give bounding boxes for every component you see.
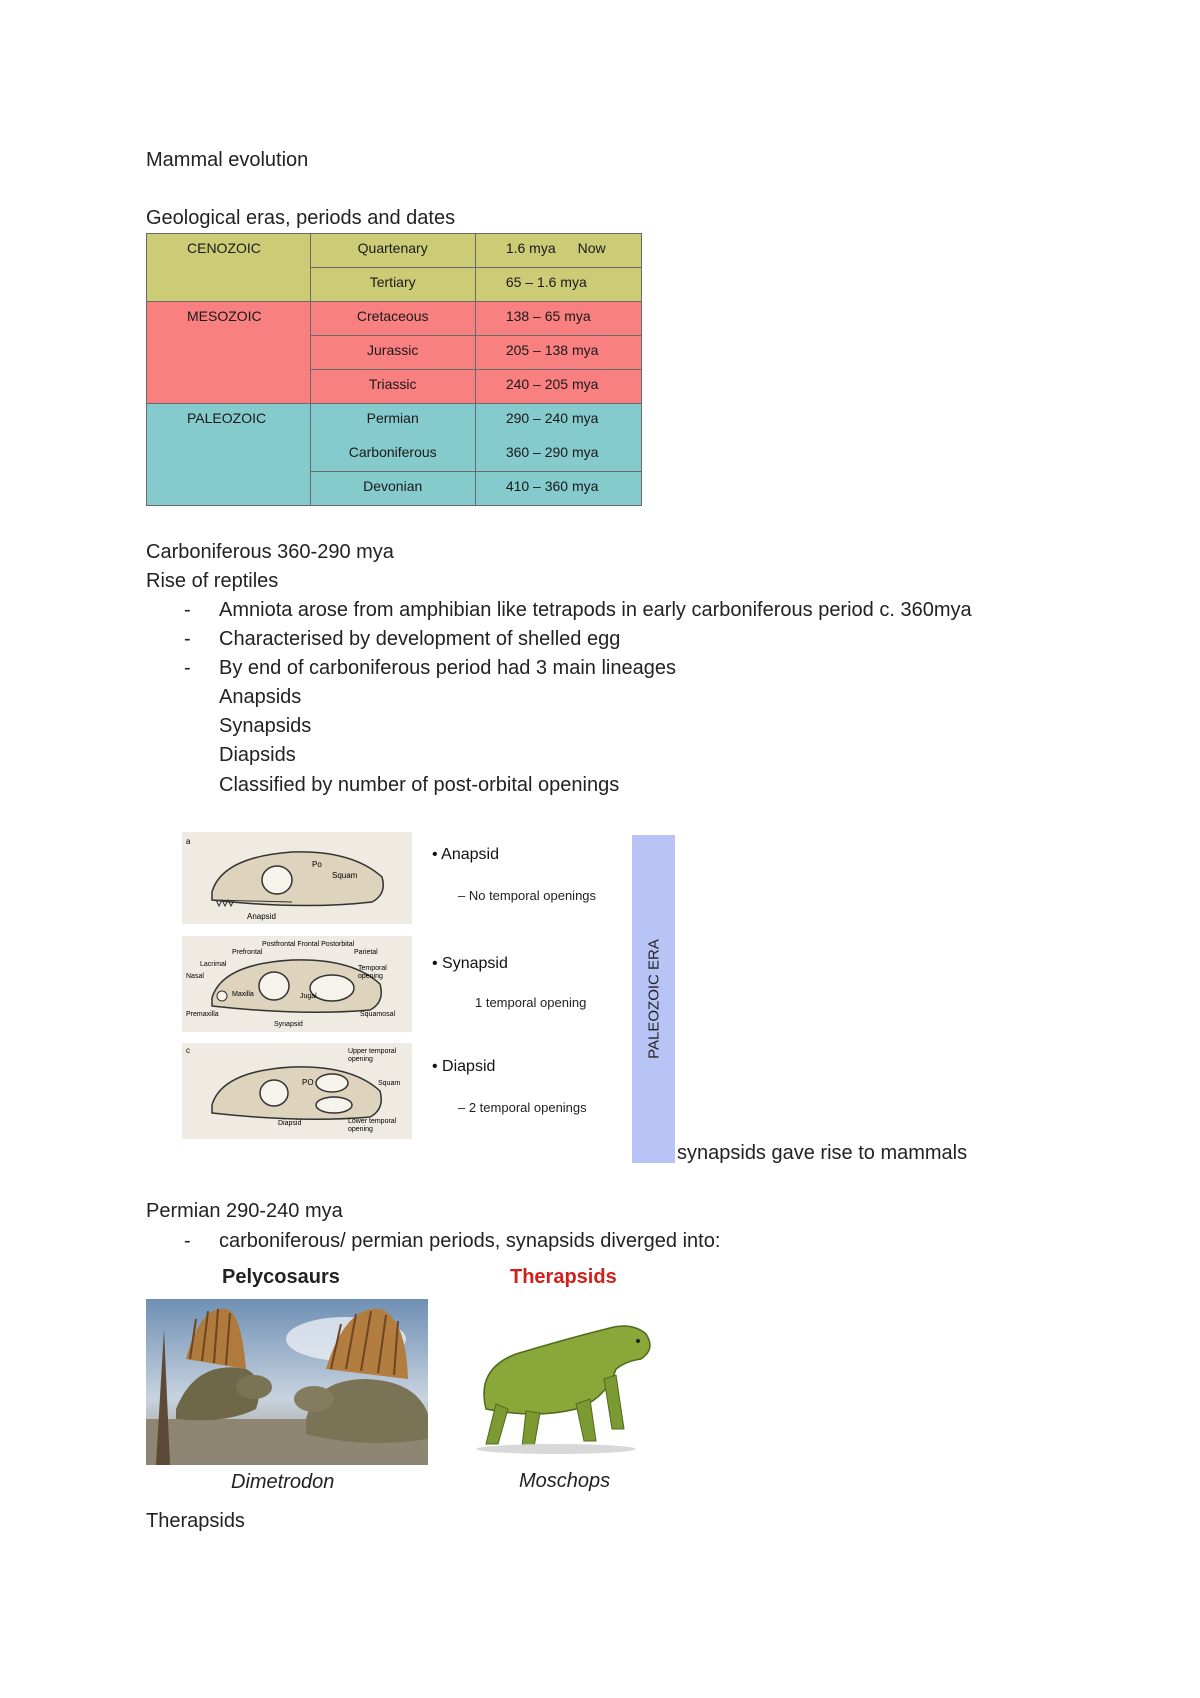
dates-cell: 65 – 1.6 mya: [475, 268, 641, 302]
period-cell: Cretaceous: [310, 302, 475, 336]
dates-cell: 360 – 290 mya: [475, 438, 641, 472]
svg-text:Diapsid: Diapsid: [278, 1120, 302, 1127]
period-cell: Devonian: [310, 472, 475, 506]
dates-value: 1.6 mya: [505, 240, 556, 256]
svg-text:Synapsid: Synapsid: [274, 1021, 303, 1028]
anapsid-skull-image: [182, 832, 412, 924]
bullet-item: Amniota arose from amphibian like tetrapods in early carboniferous period c. 360mya: [219, 599, 972, 621]
svg-text:Upper temporal: Upper temporal: [348, 1048, 397, 1055]
svg-text:Prefrontal: Prefrontal: [232, 949, 263, 956]
pelycosaurs-title: Pelycosaurs: [222, 1266, 340, 1288]
figure-item-desc: – No temporal openings: [458, 888, 597, 903]
dates-cell: 138 – 65 mya: [475, 302, 641, 336]
svg-text:Lacrimal: Lacrimal: [200, 961, 227, 968]
moschops-image: [456, 1299, 666, 1459]
svg-text:Postfrontal Frontal Postorb: Postfrontal Frontal Postorbital: [262, 941, 355, 948]
dimetrodon-image: [146, 1299, 428, 1465]
dates-cell: 205 – 138 mya: [475, 336, 641, 370]
dates-cell: 240 – 205 mya: [475, 370, 641, 404]
svg-text:opening: opening: [348, 1056, 373, 1063]
geological-table: [146, 233, 642, 506]
era-mesozoic: MESOZOIC: [147, 302, 311, 404]
era-bar-label-text: PALEOZOIC ERA: [645, 939, 662, 1059]
document-title: Mammal evolution: [146, 149, 309, 171]
table-heading: Geological eras, periods and dates: [146, 207, 456, 229]
moschops-caption: Moschops: [519, 1470, 611, 1492]
bullet-dash: -: [184, 599, 191, 621]
era-bar-label: [632, 835, 675, 1163]
svg-text:a: a: [186, 837, 191, 846]
period-cell: Permian: [310, 404, 475, 438]
svg-text:Parietal: Parietal: [354, 949, 378, 956]
lineage-item: Anapsids: [219, 686, 302, 708]
bullet-dash: -: [184, 628, 191, 650]
svg-text:Nasal: Nasal: [186, 973, 204, 980]
era-cenozoic: CENOZOIC: [147, 234, 311, 302]
svg-text:Temporal: Temporal: [358, 965, 387, 972]
diapsid-skull-image: [182, 1043, 412, 1139]
period-cell: Jurassic: [310, 336, 475, 370]
figure-item: • Synapsid: [432, 955, 508, 972]
figure-item-name: Anapsid: [441, 846, 499, 863]
period-cell: Carboniferous: [310, 438, 475, 472]
svg-text:Premaxilla: Premaxilla: [186, 1011, 219, 1018]
figure-item: • Diapsid: [432, 1058, 496, 1075]
classified-text: Classified by number of post-orbital openings: [219, 774, 620, 796]
dimetrodon-caption: Dimetrodon: [231, 1471, 335, 1493]
svg-text:Maxilla: Maxilla: [232, 991, 254, 998]
svg-text:PO: PO: [302, 1078, 314, 1087]
now-label: Now: [577, 240, 606, 256]
dates-cell: 290 – 240 mya: [475, 404, 641, 438]
therapsids-heading: Therapsids: [146, 1510, 245, 1532]
svg-text:Lower temporal: Lower temporal: [348, 1118, 397, 1125]
dates-cell: [475, 234, 641, 268]
figure-item: • Anapsid: [432, 846, 499, 863]
figure-after-text: synapsids gave rise to mammals: [677, 1142, 968, 1164]
svg-text:opening: opening: [358, 973, 383, 980]
svg-text:Squam: Squam: [378, 1080, 401, 1087]
figure-item-desc: – 2 temporal openings: [458, 1100, 587, 1115]
svg-text:Po: Po: [312, 860, 322, 869]
lineage-item: Diapsids: [219, 744, 296, 766]
svg-text:Squamosal: Squamosal: [360, 1011, 396, 1018]
svg-text:Jugal: Jugal: [300, 993, 317, 1000]
svg-text:Squam: Squam: [332, 871, 358, 880]
figure-item-name: Diapsid: [442, 1058, 496, 1075]
figure-item-name: Synapsid: [442, 955, 508, 972]
lineage-item: Synapsids: [219, 715, 312, 737]
bullet-item: Characterised by development of shelled egg: [219, 628, 621, 650]
period-cell: Tertiary: [310, 268, 475, 302]
bullet-item: By end of carboniferous period had 3 main lineages: [219, 657, 676, 679]
permian-bullet: carboniferous/ permian periods, synapsids diverged into:: [219, 1230, 721, 1252]
permian-heading: Permian 290-240 mya: [146, 1200, 343, 1222]
bullet-dash: -: [184, 657, 191, 679]
dates-cell: 410 – 360 mya: [475, 472, 641, 506]
period-cell: Triassic: [310, 370, 475, 404]
synapsid-skull-image: [182, 936, 412, 1032]
bullet-dash: -: [184, 1230, 191, 1252]
carboniferous-heading: Carboniferous 360-290 mya: [146, 541, 394, 563]
era-paleozoic: PALEOZOIC: [147, 404, 311, 506]
figure-item-desc: 1 temporal opening: [475, 995, 587, 1010]
svg-text:c: c: [186, 1046, 190, 1055]
period-cell: Quartenary: [310, 234, 475, 268]
therapsids-title: Therapsids: [510, 1266, 617, 1288]
carboniferous-subheading: Rise of reptiles: [146, 570, 279, 592]
svg-text:Anapsid: Anapsid: [247, 912, 276, 921]
svg-text:opening: opening: [348, 1126, 373, 1133]
